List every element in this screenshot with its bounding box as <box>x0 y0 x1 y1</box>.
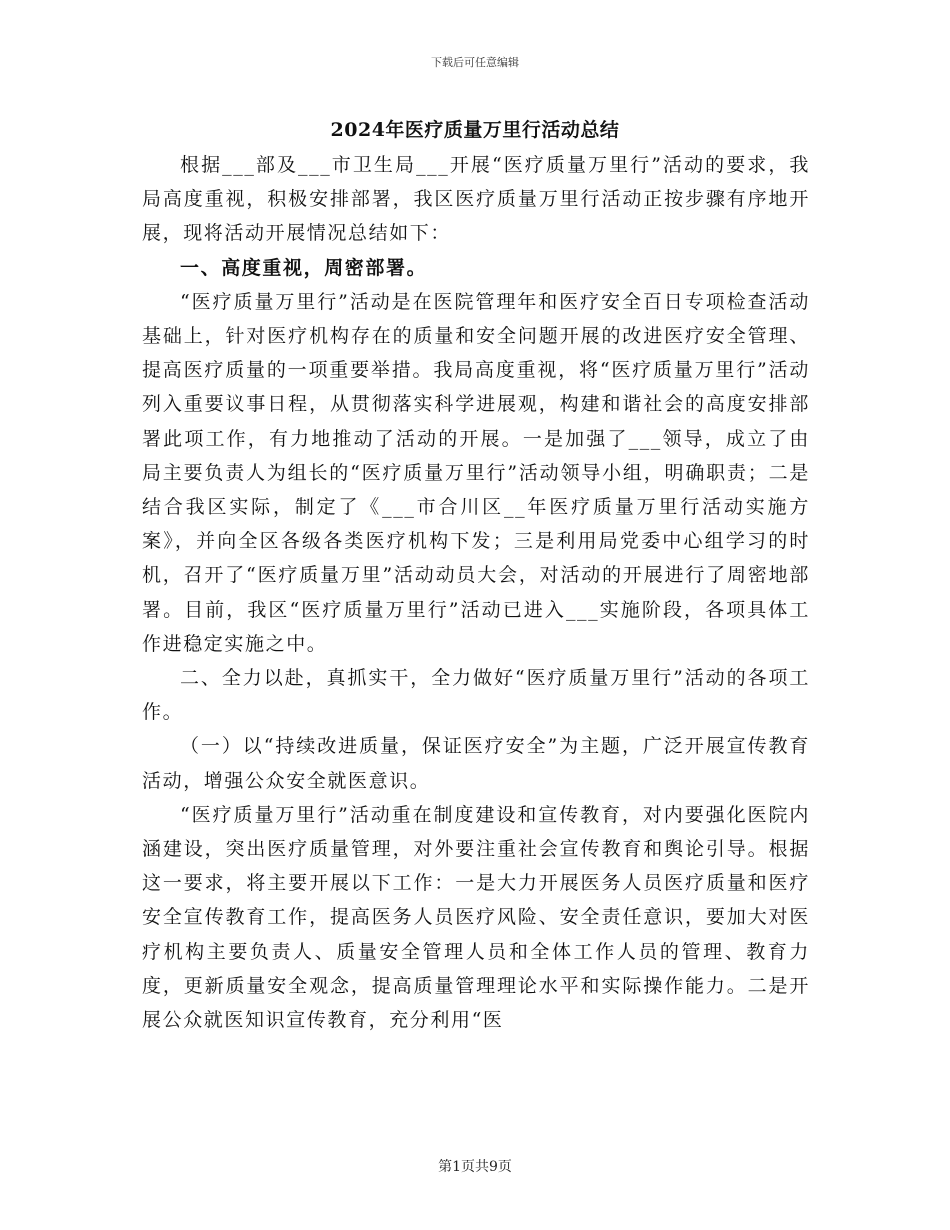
page-title: 2024年医疗质量万里行活动总结 <box>330 119 620 141</box>
page-header-note: 下载后可任意编辑 <box>431 56 519 69</box>
page-number: 第1页共9页 <box>438 1159 512 1175</box>
paragraph-subsection-1: “医疗质量万里行”活动重在制度建设和宣传教育，对内要强化医院内涵建设，突出医疗质量管理，对外要注重社会宣传教育和舆论引导。根据这一要求，将主要开展以下工作：一是大力开展医务人员医疗质量和医疗安全宣传教育工作，提高医务人员医疗风险、安全责任意识，要加大对医疗机构主要负责人、质量安全管理人员和全体工作人员的管理、教育力度，更新质量安全观念，提高质量管理理论水平和实际操作能力。二是开展公众就医知识宣传教育，充分利用“医 <box>142 803 810 1032</box>
paragraph-section-1: “医疗质量万里行”活动是在医院管理年和医疗安全百日专项检查活动基础上，针对医疗机构存在的质量和安全问题开展的改进医疗安全管理、提高医疗质量的一项重要举措。我局高度重视，将“医疗质量万里行”活动列入重要议事日程，从贯彻落实科学进展观，构建和谐社会的高度安排部署此项工作，有力地推动了活动的开展。一是加强了___领导，成立了由局主要负责人为组长的“医疗质量万里行”活动领导小组，明确职责；二是结合我区实际，制定了《___市合川区__年医疗质量万里行活动实施方案》，并向全区各级各类医疗机构下发；三是利用局党委中心组学习的时机，召开了“医疗质量万里”活动动员大会，对活动的开展进行了周密地部署。目前，我区“医疗质量万里行”活动已进入___实施阶段，各项具体工作进稳定实施之中。 <box>142 290 810 655</box>
section-heading-1: 一、高度重视，周密部署。 <box>180 256 428 279</box>
document-body <box>142 148 810 1037</box>
section-heading-2: 二、全力以赴，真抓实干，全力做好“医疗质量万里行”活动的各项工作。 <box>142 667 810 724</box>
subsection-heading-1: （一）以“持续改进质量，保证医疗安全”为主题，广泛开展宣传教育活动，增强公众安全就医意识。 <box>142 735 810 792</box>
paragraph-intro: 根据___部及___市卫生局___开展“医疗质量万里行”活动的要求，我局高度重视，积极安排部署，我区医疗质量万里行活动正按步骤有序地开展，现将活动开展情况总结如下： <box>142 154 810 245</box>
